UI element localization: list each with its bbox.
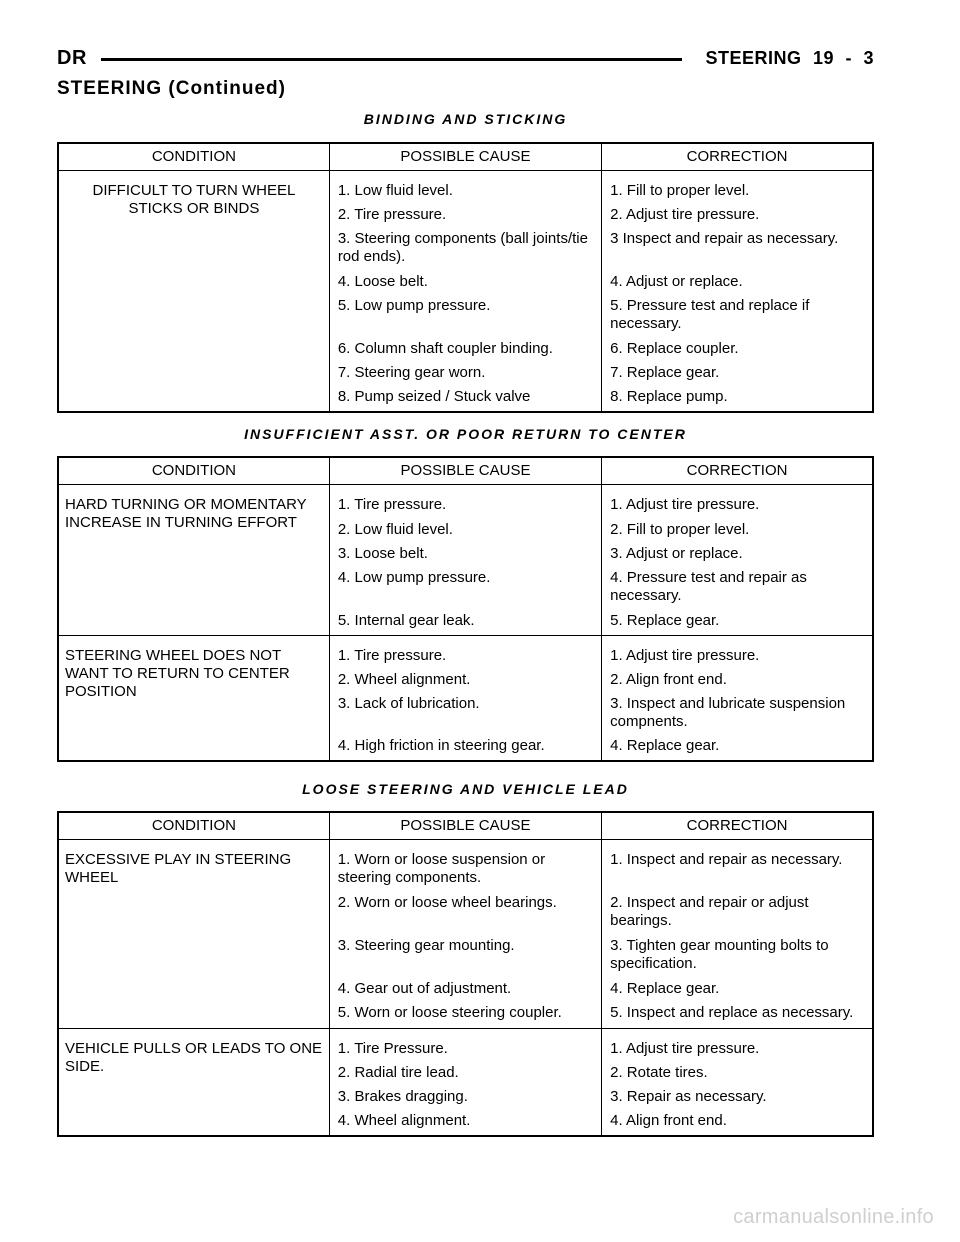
cause-cell: 8. Pump seized / Stuck valve (329, 385, 601, 409)
cause-cell: 4. Gear out of adjustment. (329, 977, 601, 1001)
correction-cell: 1. Fill to proper level. (610, 182, 750, 199)
spacer-cell (602, 409, 873, 412)
correction-cell: 2. Adjust tire pressure. (610, 206, 760, 223)
page-subtitle: STEERING (Continued) (57, 78, 286, 99)
correction-cell: 4. Pressure test and repair as necessary. (610, 569, 807, 604)
correction-cell: 1. Adjust tire pressure. (610, 496, 760, 513)
possible-cause-header: POSSIBLE CAUSE (329, 143, 601, 171)
correction-cell: 3. Repair as necessary. (610, 1088, 767, 1105)
correction-cell: 4. Replace gear. (610, 737, 720, 754)
correction-cell: 5. Replace gear. (610, 612, 720, 629)
correction-header: CORRECTION (602, 812, 873, 840)
spacer-cell (602, 1133, 873, 1136)
condition-cell: HARD TURNING OR MOMENTARY INCREASE IN TURNING EFFORT (58, 485, 329, 636)
correction-cell: 4. Adjust or replace. (610, 273, 743, 290)
correction-cell: 4. Replace gear. (610, 980, 720, 997)
diagnosis-table (57, 456, 874, 762)
diagnosis-table (57, 142, 874, 413)
correction-cell: 3. Inspect and lubricate suspension compnents. (610, 695, 846, 730)
table-row (58, 840, 873, 892)
cause-cell: 6. Column shaft coupler binding. (329, 337, 601, 361)
watermark: carmanualsonline.info (733, 1206, 934, 1228)
condition-cell: STEERING WHEEL DOES NOT WANT TO RETURN TO CENTER POSITION (58, 636, 329, 762)
correction-cell: 2. Rotate tires. (610, 1064, 708, 1081)
table-header-row (58, 457, 873, 485)
section-title: BINDING AND STICKING (363, 111, 568, 127)
possible-cause-header: POSSIBLE CAUSE (329, 812, 601, 840)
table-row (58, 485, 873, 519)
condition-header: CONDITION (58, 457, 329, 485)
condition-cell: EXCESSIVE PLAY IN STEERING WHEEL (58, 840, 329, 1029)
cause-cell: 2. Low fluid level. (329, 518, 601, 542)
cause-cell: 3. Loose belt. (329, 542, 601, 566)
cause-cell: 1. Tire pressure. (329, 636, 601, 669)
cause-cell: 2. Tire pressure. (329, 203, 601, 227)
cause-cell: 3. Brakes dragging. (329, 1085, 601, 1109)
correction-cell: 1. Inspect and repair as necessary. (610, 851, 843, 868)
correction-cell: 3 Inspect and repair as necessary. (610, 230, 839, 247)
table-row (58, 171, 873, 204)
page-header (57, 45, 874, 69)
spacer-cell (329, 758, 601, 761)
correction-header: CORRECTION (602, 143, 873, 171)
manual-code: DR (57, 47, 87, 69)
spacer-cell (329, 409, 601, 412)
cause-cell: 2. Wheel alignment. (329, 668, 601, 692)
condition-cell: DIFFICULT TO TURN WHEEL STICKS OR BINDS (58, 171, 329, 413)
correction-cell: 1. Adjust tire pressure. (602, 636, 873, 669)
header-rule (101, 58, 682, 61)
cause-cell: 4. High friction in steering gear. (329, 734, 601, 758)
cause-cell: 2. Worn or loose wheel bearings. (329, 891, 601, 934)
condition-header: CONDITION (58, 812, 329, 840)
spacer-cell (602, 758, 873, 761)
cause-cell: 5. Worn or loose steering coupler. (329, 1001, 601, 1026)
cause-cell: 1. Tire pressure. (329, 485, 601, 519)
possible-cause-header: POSSIBLE CAUSE (329, 457, 601, 485)
cause-cell: 3. Steering gear mounting. (329, 934, 601, 977)
spacer-cell (329, 1133, 601, 1136)
cause-cell: 7. Steering gear worn. (329, 361, 601, 385)
cause-cell: 5. Low pump pressure. (329, 294, 601, 337)
cause-cell: 1. Low fluid level. (329, 171, 601, 204)
correction-cell: 3. Tighten gear mounting bolts to specification. (610, 937, 829, 972)
condition-cell: VEHICLE PULLS OR LEADS TO ONE SIDE. (58, 1029, 329, 1137)
correction-cell: 2. Align front end. (610, 671, 727, 688)
condition-header: CONDITION (58, 143, 329, 171)
table-row (58, 636, 873, 669)
correction-cell: 1. Adjust tire pressure. (602, 1029, 873, 1062)
cause-cell: 5. Internal gear leak. (329, 609, 601, 633)
correction-cell: 8. Replace pump. (610, 388, 728, 405)
section-title: INSUFFICIENT ASST. OR POOR RETURN TO CENTER (244, 426, 687, 442)
cause-cell: 2. Radial tire lead. (329, 1061, 601, 1085)
correction-cell: 3. Adjust or replace. (610, 545, 743, 562)
table-header-row (58, 143, 873, 171)
correction-cell: 5. Pressure test and replace if necessary. (610, 297, 810, 332)
section-title: LOOSE STEERING AND VEHICLE LEAD (302, 781, 629, 797)
correction-header: CORRECTION (602, 457, 873, 485)
correction-cell: 4. Align front end. (610, 1112, 727, 1129)
correction-cell: 2. Inspect and repair or adjust bearings. (610, 894, 809, 929)
cause-cell: 3. Lack of lubrication. (329, 692, 601, 734)
cause-cell: 1. Worn or loose suspension or steering components. (329, 840, 601, 892)
cause-cell: 4. Loose belt. (329, 270, 601, 294)
cause-cell: 1. Tire Pressure. (329, 1029, 601, 1062)
diagnosis-table (57, 811, 874, 1137)
correction-cell: 7. Replace gear. (610, 364, 720, 381)
cause-cell: 4. Low pump pressure. (329, 566, 601, 609)
section-page-number: STEERING 19 - 3 (705, 48, 874, 68)
correction-cell: 6. Replace coupler. (610, 340, 739, 357)
cause-cell: 3. Steering components (ball joints/tie rod ends). (329, 227, 601, 270)
correction-cell: 5. Inspect and replace as necessary. (610, 1004, 854, 1021)
table-row (58, 1029, 873, 1062)
table-header-row (58, 812, 873, 840)
cause-cell: 4. Wheel alignment. (329, 1109, 601, 1133)
correction-cell: 2. Fill to proper level. (610, 521, 750, 538)
